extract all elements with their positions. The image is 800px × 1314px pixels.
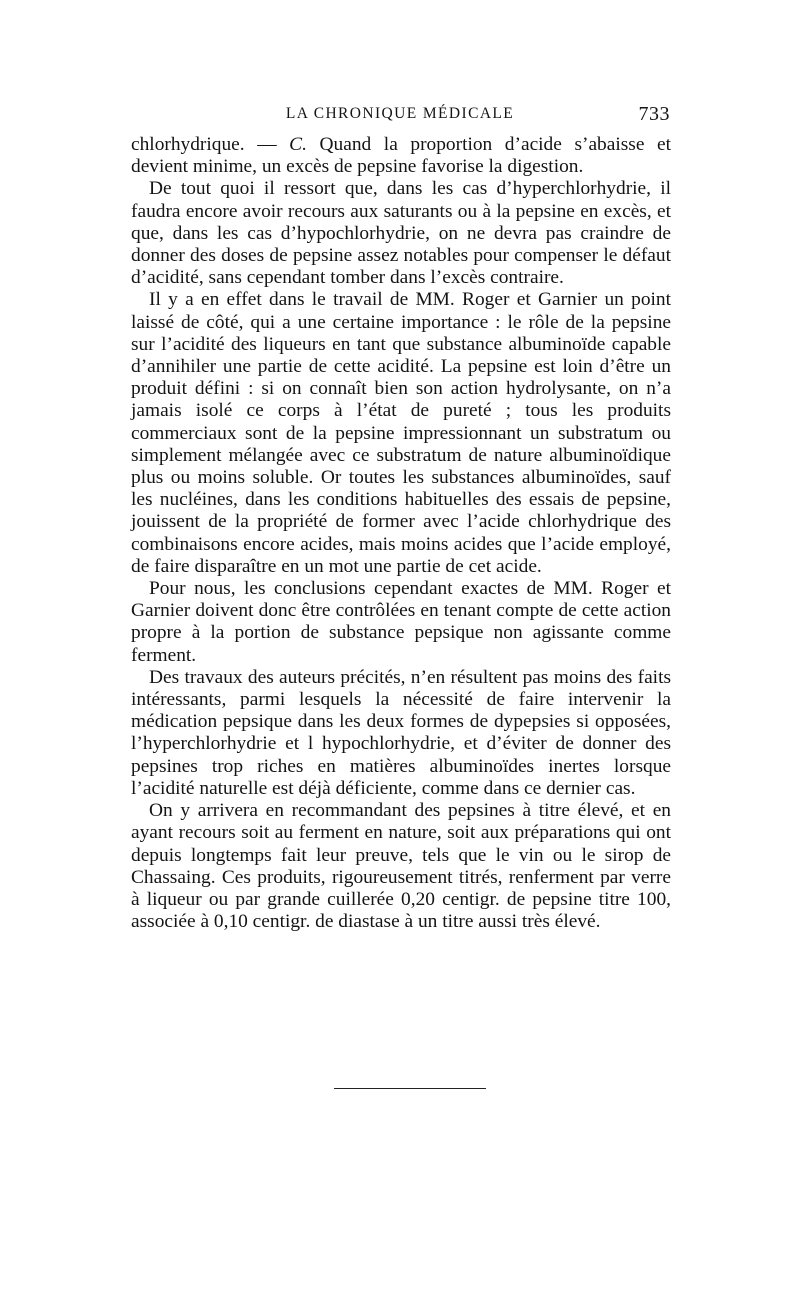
page-number: 733: [638, 103, 670, 125]
body-text: [131, 134, 671, 933]
paragraph-1: [131, 134, 671, 178]
paragraph-4: Pour nous, les conclusions cependant exactes de MM. Roger et Garnier doivent donc être contrôlées en tenant compte de cette action propre à la portion de substance pepsique non agissante comme ferment.: [131, 578, 671, 666]
paragraph-5: Des travaux des auteurs précités, n’en résultent pas moins des faits intéressants, parmi lesquels la nécessité de faire intervenir la médication pepsique dans les deux formes de dypepsies si opposées, l’hyperchlorhydrie et l hypochlorhydrie, et d’éviter de donner des pepsines trop riches en matières albuminoïdes inertes lorsque l’acidité naturelle est déjà déficiente, comme dans ce dernier cas.: [131, 666, 671, 799]
paragraph-1-emphasis: C.: [289, 134, 307, 155]
paragraph-1-lead: chlorhydrique. —: [131, 134, 290, 155]
paragraph-1-tail: Quand la proportion d’acide s’abaisse et devient minime, un excès de pepsine favorise la digestion.: [131, 134, 672, 178]
running-title: LA CHRONIQUE MÉDICALE: [285, 105, 515, 122]
paragraph-6: On y arrivera en recommandant des pepsines à titre élevé, et en ayant recours soit au ferment en nature, soit aux préparations qui ont depuis longtemps fait leur preuve, tels que le vin ou le sirop de Chassaing. Ces produits, rigoureusement titrés, renferment par verre à liqueur ou par grande cuillerée 0,20 centigr. de pepsine titre 100, associée à 0,10 centigr. de diastase à un titre aussi très élevé.: [131, 800, 671, 933]
section-end-rule: [334, 1088, 486, 1089]
paragraph-3: Il y a en effet dans le travail de MM. Roger et Garnier un point laissé de côté, qui a une certaine importance : le rôle de la pepsine sur l’acidité des liqueurs en tant que substance albuminoïde capable d’annihiler une partie de cette acidité. La pepsine est loin d’être un produit défini : si on connaît bien son action hydrolysante, on n’a jamais isolé ce corps à l’état de pureté ; tous les produits commerciaux sont de la pepsine impressionnant un substratum ou simplement mélangée avec ce substratum de nature albuminoïdique plus ou moins soluble. Or toutes les substances albuminoïdes, sauf les nucléines, dans les conditions habituelles des essais de pepsine, jouissent de la propriété de former avec l’acide chlorhydrique des combinaisons encore acides, mais moins acides que l’acide employé, de faire disparaître en un mot une partie de cet acide.: [131, 289, 671, 577]
running-header: [130, 103, 670, 127]
paragraph-2: De tout quoi il ressort que, dans les cas d’hyperchlorhydrie, il faudra encore avoir recours aux saturants ou à la pepsine en excès, et que, dans les cas d’hypochlorhydrie, on ne devra pas craindre de donner des doses de pepsine assez notables pour compenser le défaut d’acidité, sans cependant tomber dans l’excès contraire.: [131, 178, 671, 289]
